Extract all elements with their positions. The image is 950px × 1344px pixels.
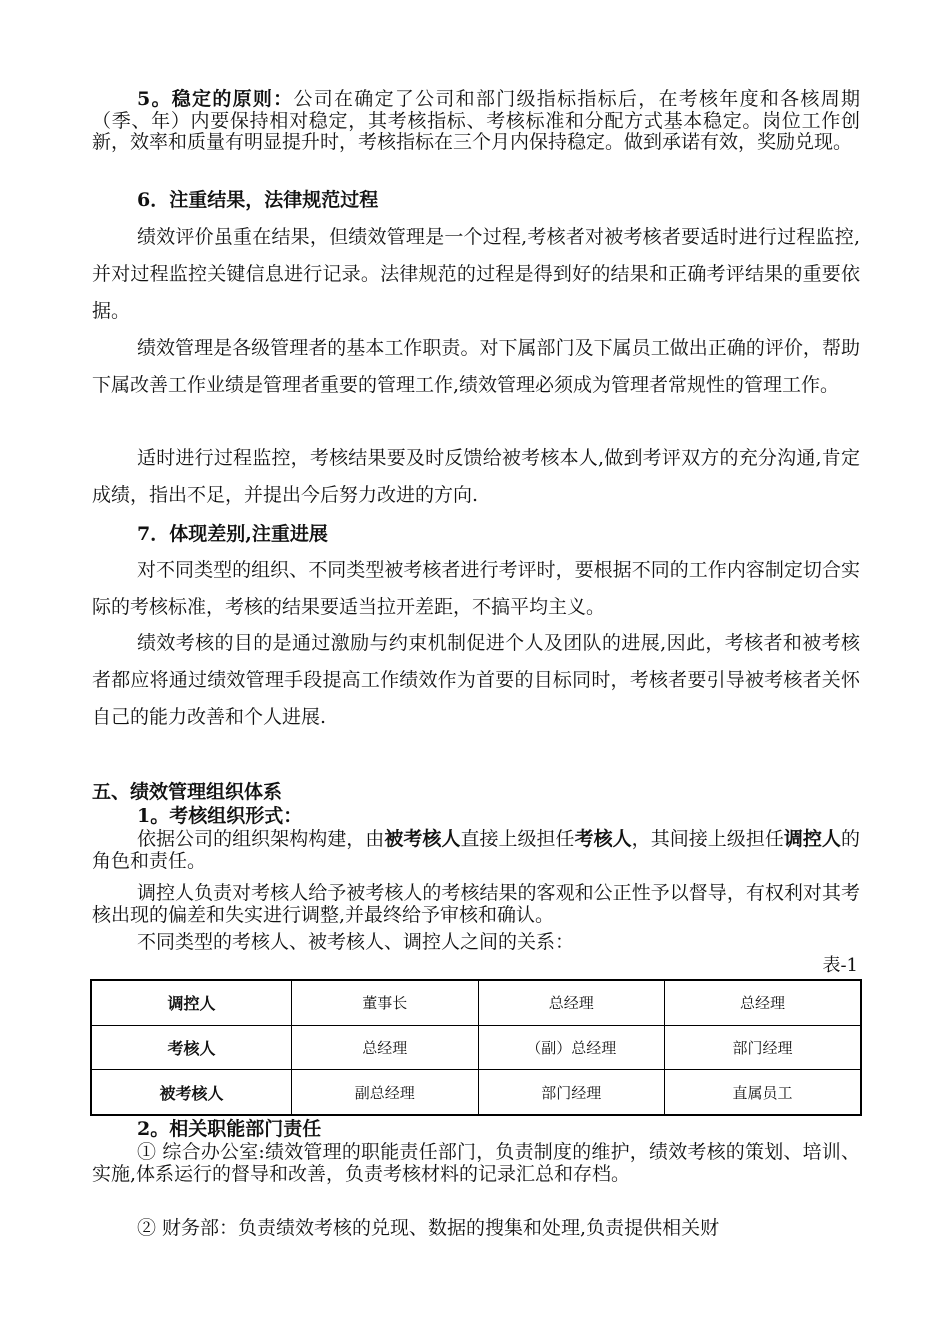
- paragraph-admin-office: ① 综合办公室:绩效管理的职能责任部门，负责制度的维护，绩效考核的策划、培训、实施,体系运行的督导和改善，负责考核材料的记录汇总和存档。: [92, 1141, 860, 1185]
- table-cell: （副）总经理: [478, 1025, 664, 1069]
- table-cell: 总经理: [664, 980, 861, 1025]
- table-cell: 董事长: [292, 980, 478, 1025]
- term-appraisee: 被考核人: [384, 828, 461, 850]
- row-header: 考核人: [91, 1025, 292, 1069]
- table-cell: 部门经理: [664, 1025, 861, 1069]
- subsection-2-heading: 2。相关职能部门责任: [137, 1118, 322, 1140]
- paragraph-relationship-intro: 不同类型的考核人、被考核人、调控人之间的关系：: [137, 931, 575, 953]
- table-row: [91, 980, 861, 1025]
- row-header: 被考核人: [91, 1070, 292, 1115]
- principle-6-heading: 6．注重结果，法律规范过程: [137, 189, 379, 211]
- paragraph-performance-goal: 绩效考核的目的是通过激励与约束机制促进个人及团队的进展,因此，考核者和被考核者都应将通过绩效管理手段提高工作绩效作为首要的目标同时，考核者要引导被考核者关怀自己的能力改善和个人进展.: [92, 632, 860, 728]
- term-appraiser: 考核人: [574, 828, 632, 850]
- principle-7-heading: 7．体现差别,注重进展: [137, 523, 328, 545]
- table-cell: 部门经理: [478, 1070, 664, 1115]
- paragraph-differentiation: 对不同类型的组织、不同类型被考核者进行考评时，要根据不同的工作内容制定切合实际的考核标准，考核的结果要适当拉开差距，不搞平均主义。: [92, 559, 860, 618]
- principle-5-heading: 5。稳定的原则：: [137, 88, 294, 110]
- table-row: [91, 1025, 861, 1069]
- paragraph-process-monitoring: 绩效评价虽重在结果，但绩效管理是一个过程,考核者对被考核者要适时进行过程监控,并对过程监控关键信息进行记录。法律规范的过程是得到好的结果和正确考评结果的重要依据。: [92, 226, 860, 322]
- table-cell: 总经理: [478, 980, 664, 1025]
- table-cell: 直属员工: [664, 1070, 861, 1115]
- table-cell: 副总经理: [292, 1070, 478, 1115]
- table-row: [91, 1070, 861, 1115]
- principle-5-text: 公司在确定了公司和部门级指标指标后，在考核年度和各核周期（季、年）内要保持相对稳定，其考核指标、考核标准和分配方式基本稳定。岗位工作创新，效率和质量有明显提升时，考核指标在三个月内保持稳定。做到承诺有效，奖励兑现。: [92, 88, 860, 153]
- paragraph-feedback: 适时进行过程监控，考核结果要及时反馈给被考核本人,做到考评双方的充分沟通,肯定成绩，指出不足，并提出今后努力改进的方向.: [92, 447, 860, 506]
- table-label: 表-1: [822, 955, 858, 976]
- subsection-1-heading: 1。考核组织形式：: [137, 805, 303, 827]
- principle-5-paragraph: [92, 89, 860, 154]
- paragraph-org-form: 依据公司的组织架构构建，由被考核人直接上级担任考核人，其间接上级担任调控人的角色和责任。: [92, 828, 860, 872]
- table-cell: 总经理: [292, 1025, 478, 1069]
- relationship-table: [90, 979, 862, 1116]
- paragraph-finance-dept: ② 财务部：负责绩效考核的兑现、数据的搜集和处理,负责提供相关财: [137, 1217, 720, 1239]
- section-5-heading: 五、绩效管理组织体系: [92, 781, 283, 803]
- term-controller: 调控人: [783, 828, 841, 850]
- paragraph-controller-duty: 调控人负责对考核人给予被考核人的考核结果的客观和公正性予以督导，有权利对其考核出现的偏差和失实进行调整,并最终给予审核和确认。: [92, 882, 860, 926]
- paragraph-manager-duty: 绩效管理是各级管理者的基本工作职责。对下属部门及下属员工做出正确的评价，帮助下属改善工作业绩是管理者重要的管理工作,绩效管理必须成为管理者常规性的管理工作。: [92, 337, 860, 396]
- row-header: 调控人: [91, 980, 292, 1025]
